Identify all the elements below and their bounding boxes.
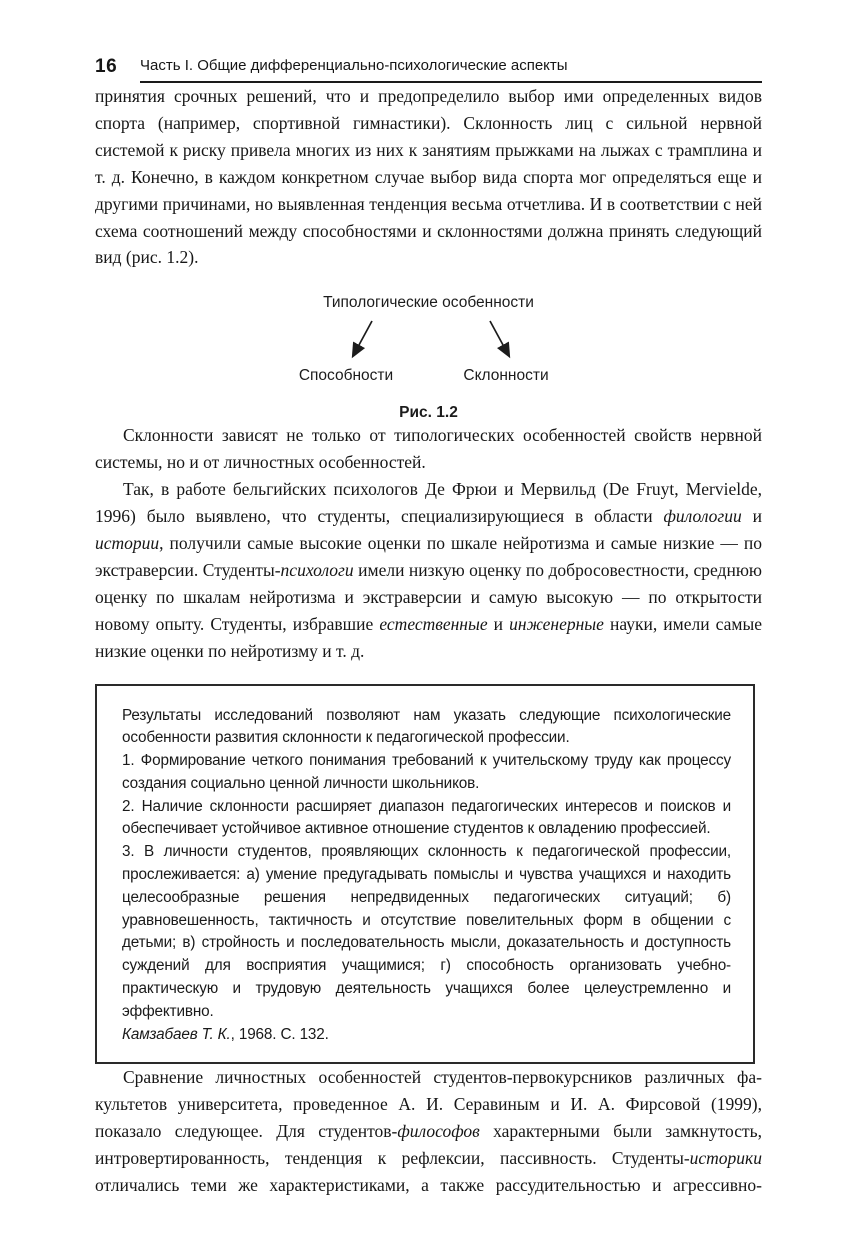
quote-item: 3. В личности студентов, проявляющих склонность к педагогической профессии, прослеживается: а) умение предугадывать помыслы и чувства учащихся и находить целесообразные решения непредвиденных педагогических ситуаций; б) уравновешенность, тактичность и отсутствие повелительных форм в общении с детьми; в) стройность и последовательность мысли, доказательность и доступность суждений для восприятия учащимися; г) способность организовать учебно-практическую и трудовую деятельность учащихся более целеустремленно и эффективно. (122, 843, 731, 1020)
running-header-title: Часть I. Общие дифференциально-психологические аспекты (140, 57, 762, 83)
running-header (95, 56, 762, 83)
figure-label-inclinations: Склонности (463, 367, 549, 385)
figure-arrows (95, 319, 762, 365)
paragraph: Сравнение личностных особенностей студентов-первокурсников различных факультетов университета, проведенное А. И. Серавиным и И. А. Фирсовой (1999), показало следующее. Для студентов-философов характерными были замкнутость, интровертированность, тенденция к рефлексии, пассивность. Студенты-историки отличались теми же характеристиками, а также рассудительностью и агрессивно- (95, 1067, 763, 1196)
quote-intro: Результаты исследований позволяют нам указать следующие психологические особенности развития склонности к педагогической профессии. (122, 706, 731, 747)
paragraph: Склонности зависят не только от типологических особенностей свойств нервной системы, но и от личностных особенностей. (95, 425, 762, 473)
quote-item: 2. Наличие склонности расширяет диапазон педагогических интересов и поисков и обеспечивает устойчивое активное отношение студентов к овладению профессией. (122, 797, 731, 838)
paragraph: принятия срочных решений, что и предопределило выбор ими определенных видов спорта (например, спортивной гимнастики). Склонность лиц с сильной нервной системой к риску привела многих из них к занятиям прыжками на лыжах с трамплина и т. д. Конечно, в каждом конкретном случае выбор вида спорта мог определяться еще и другими причинами, но выявленная тенденция весьма отчетлива. И в соответствии с ней схема соотношений между способностями и склонностями должна принять следующий вид (рис. 1.2). (95, 86, 762, 268)
quote-citation: Камзабаев Т. К., 1968. С. 132. (122, 1025, 329, 1043)
page-number: 16 (95, 56, 118, 77)
figure-1-2 (95, 294, 762, 422)
figure-caption: Рис. 1.2 (399, 404, 458, 422)
book-page (0, 56, 850, 1199)
body-text-top (95, 83, 762, 271)
body-text-bottom (95, 1064, 762, 1199)
down-right-arrow-icon (490, 321, 509, 356)
quote-box (95, 684, 755, 1065)
down-left-arrow-icon (353, 321, 372, 356)
figure-label-abilities: Способности (298, 367, 394, 385)
body-text-middle (95, 422, 762, 664)
figure-labels (95, 367, 762, 387)
figure-top-label: Типологические особенности (323, 294, 534, 312)
paragraph: Так, в работе бельгийских психологов Де Фрюи и Мервильд (De Fruyt, Mervielde, 1996) было выявлено, что студенты, специализирующиеся в области филологии и истории, получили самые высокие оценки по шкале нейротизма и самые низкие — по экстраверсии. Студенты-психологи имели низкую оценку по добросовестности, среднюю оценку по шкалам нейротизма и экстраверсии и самую высокую — по открытости новому опыту. Студенты, избравшие естественные и инженерные науки, имели самые низкие оценки по нейротизму и т. д. (95, 479, 763, 661)
quote-item: 1. Формирование четкого понимания требований к учительскому труду как процессу создания социально ценной личности школьников. (122, 752, 731, 792)
